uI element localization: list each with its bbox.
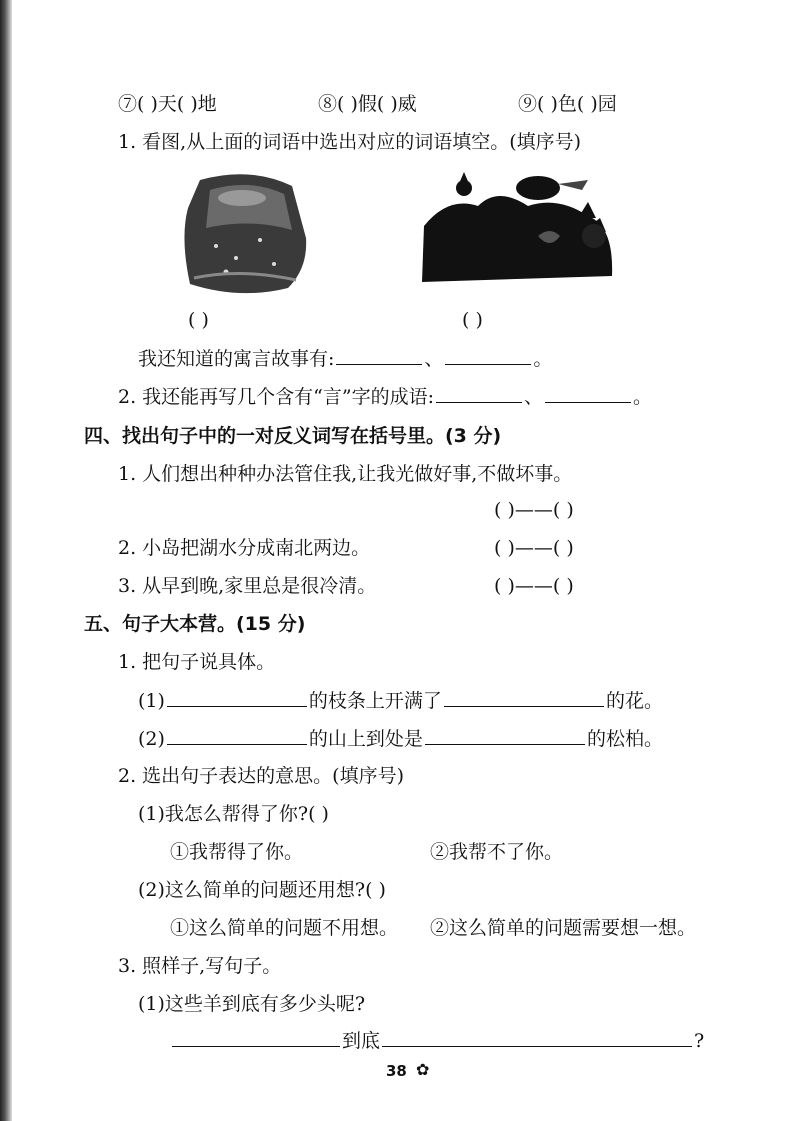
section4-title: 四、找出句子中的一对反义词写在括号里。(3 分) <box>84 425 502 447</box>
idiom-end: 。 <box>633 386 653 408</box>
fable-blank-2[interactable] <box>445 344 531 365</box>
antonym-pair-3[interactable]: ( )——( ) <box>494 575 574 597</box>
idiom-label: 2. 我还能再写几个含有“言”字的成语: <box>118 386 434 408</box>
picture1-answer-paren[interactable]: ( ) <box>188 309 209 331</box>
idiom-line <box>118 382 652 411</box>
meaning-1-option-2: ②我帮不了你。 <box>430 841 564 863</box>
section5-q2: 2. 选出句子表达的意思。(填序号) <box>118 765 404 787</box>
antonym-pair-2[interactable]: ( )——( ) <box>494 537 574 559</box>
antonym-pair-1[interactable]: ( )——( ) <box>494 499 574 521</box>
meaning-1-option-1: ①我帮得了你。 <box>170 841 304 863</box>
expand-1-end: 的花。 <box>605 690 663 712</box>
section5-q3: 3. 照样子,写句子。 <box>118 955 282 977</box>
meaning-2-option-1: ①这么简单的问题不用想。 <box>170 917 399 939</box>
word-item-8: ⑧( )假( )威 <box>318 93 417 115</box>
item-number: (2) <box>138 728 165 750</box>
fable-separator: 、 <box>424 348 444 370</box>
scan-edge <box>0 0 12 1121</box>
sentence-expand-1 <box>138 686 663 715</box>
frog-in-well-picture <box>180 168 312 298</box>
imitate-end: ? <box>694 1030 705 1052</box>
known-fables-label: 我还知道的寓言故事有: <box>138 348 335 370</box>
sentence-expand-2 <box>138 724 663 753</box>
item-number: (1) <box>138 690 165 712</box>
idiom-separator: 、 <box>524 386 544 408</box>
idiom-blank-2[interactable] <box>545 382 631 403</box>
imitate-blank-1[interactable] <box>172 1026 340 1047</box>
imitate-sentence-line <box>170 1026 704 1055</box>
word-item-9: ⑨( )色( )园 <box>518 93 617 115</box>
flower-icon: ✿ <box>416 1060 430 1079</box>
imitate-mid: 到底 <box>342 1030 381 1052</box>
expand-2-blank-2[interactable] <box>425 724 585 745</box>
expand-2-blank-1[interactable] <box>167 724 307 745</box>
example-sentence: (1)这些羊到底有多少头呢? <box>138 993 366 1015</box>
section4-sentence-1: 1. 人们想出种种办法管住我,让我光做好事,不做坏事。 <box>118 463 573 485</box>
section5-title: 五、句子大本营。(15 分) <box>84 613 306 635</box>
imitate-blank-2[interactable] <box>382 1026 692 1047</box>
fable-blank-1[interactable] <box>336 344 422 365</box>
expand-1-blank-2[interactable] <box>444 686 604 707</box>
fox-tiger-picture <box>418 166 618 292</box>
word-item-7: ⑦( )天( )地 <box>118 93 217 115</box>
section4-sentence-2: 2. 小岛把湖水分成南北两边。 <box>118 537 371 559</box>
expand-2-mid: 的山上到处是 <box>308 728 423 750</box>
expand-1-mid: 的枝条上开满了 <box>308 690 442 712</box>
section4-sentence-3: 3. 从早到晚,家里总是很冷清。 <box>118 575 377 597</box>
expand-2-end: 的松柏。 <box>586 728 663 750</box>
meaning-question-2[interactable]: (2)这么简单的问题还用想?( ) <box>138 879 386 901</box>
idiom-blank-1[interactable] <box>436 382 522 403</box>
meaning-2-option-2: ②这么简单的问题需要想一想。 <box>430 917 697 939</box>
expand-1-blank-1[interactable] <box>167 686 307 707</box>
section5-q1: 1. 把句子说具体。 <box>118 651 276 673</box>
known-fables-line <box>138 344 552 373</box>
page-number: 38 <box>386 1062 407 1080</box>
picture2-answer-paren[interactable]: ( ) <box>462 309 483 331</box>
fable-end: 。 <box>533 348 553 370</box>
meaning-question-1[interactable]: (1)我怎么帮得了你?( ) <box>138 803 329 825</box>
q1-instruction: 1. 看图,从上面的词语中选出对应的词语填空。(填序号) <box>118 131 582 153</box>
